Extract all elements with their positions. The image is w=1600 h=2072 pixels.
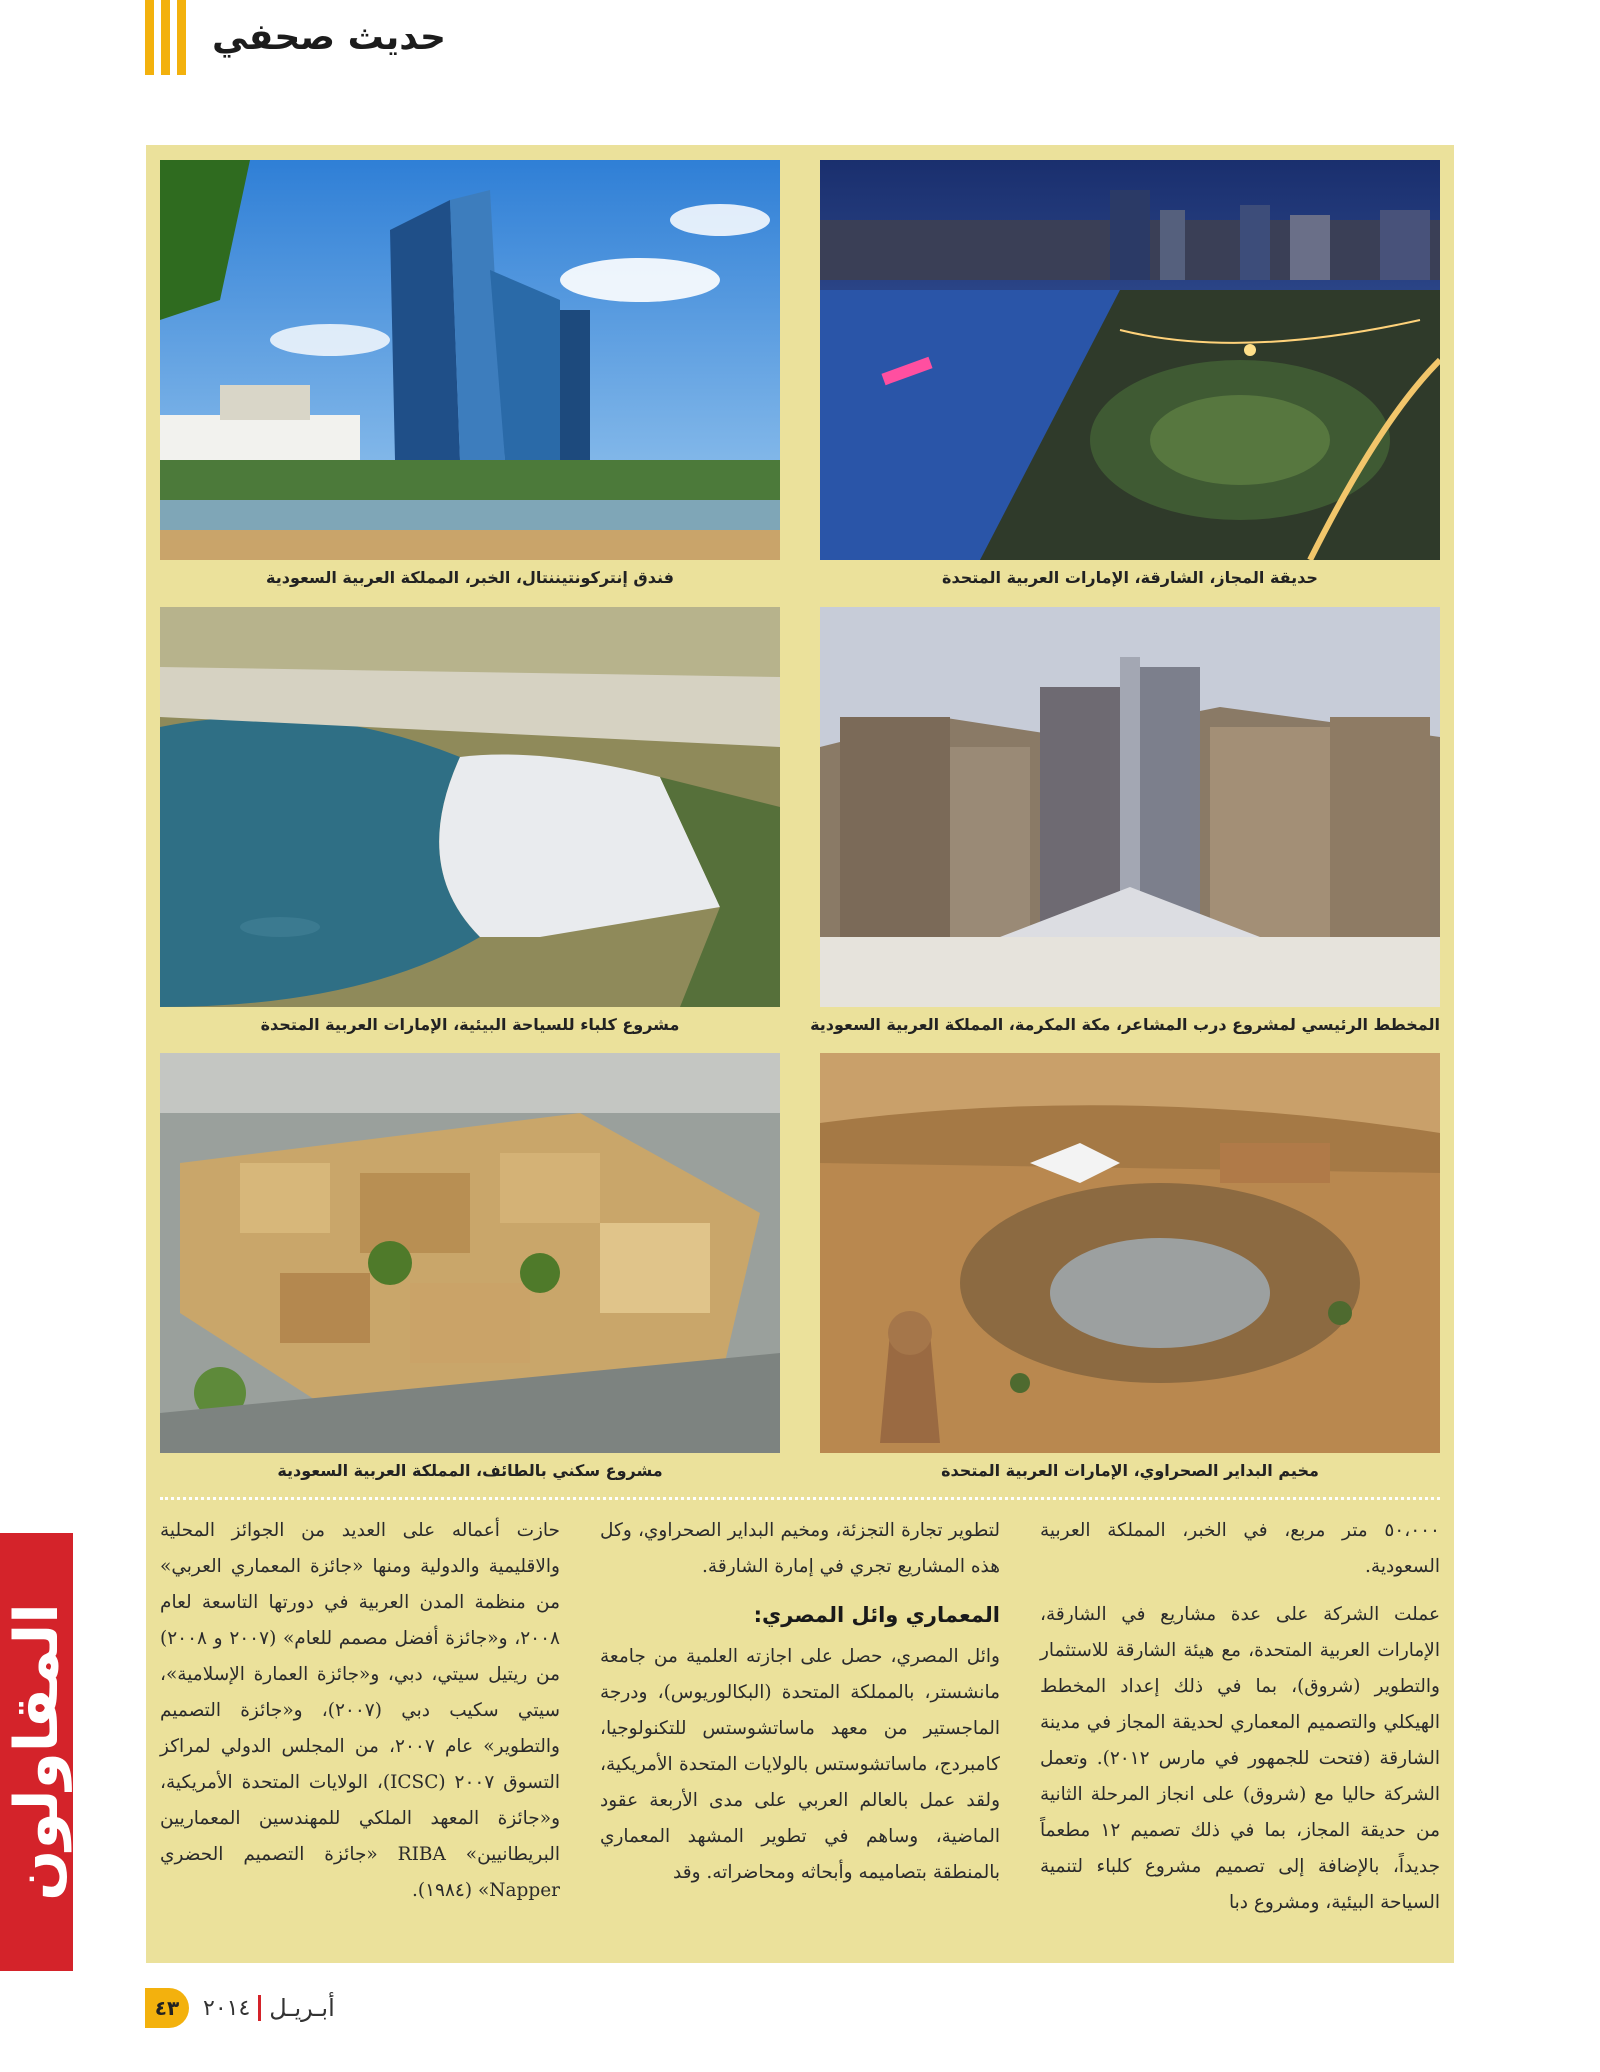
magazine-name: المقاولون	[1, 1603, 72, 1901]
photo-majaz-park	[820, 160, 1440, 560]
caption-al-badayer: مخيم البداير الصحراوي، الإمارات العربية المتحدة	[941, 1461, 1319, 1480]
caption-majaz-park: حديقة المجاز، الشارقة، الإمارات العربية المتحدة	[942, 568, 1318, 587]
section-title: حديث صحفي	[212, 17, 446, 58]
text-column-right	[1040, 1513, 1440, 1933]
issue-month: أبـريـل	[269, 1994, 335, 2022]
caption-darb-al-mashaer: المخطط الرئيسي لمشروع درب المشاعر، مكة المكرمة، المملكة العربية السعودية	[810, 1015, 1440, 1034]
dotted-divider	[160, 1497, 1440, 1500]
paragraph: ٥٠،٠٠٠ متر مربع، في الخبر، المملكة العربية السعودية.	[1040, 1520, 1440, 1577]
text-column-left	[160, 1513, 560, 1921]
page-number: ٤٣	[145, 1988, 189, 2028]
photo-al-badayer	[820, 1053, 1440, 1453]
paragraph: لتطوير تجارة التجزئة، ومخيم البداير الصحراوي، وكل هذه المشاريع تجري في إمارة الشارقة.	[600, 1520, 1000, 1577]
header-accent-bars	[145, 0, 186, 75]
photo-panel	[146, 145, 1454, 1963]
paragraph: وائل المصري، حصل على اجازته العلمية من جامعة مانشستر، بالمملكة المتحدة (البكالوريوس)، ودرجة الماجستير من معهد ماساتشوستس للتكنولوجيا، كامبردج، ماساتشوستس بالولايات المتحدة الأمريكية، ولقد عمل بالعالم العربي على مدى الأربعة عقود الماضية، وساهم في تطوير المشهد المعماري بالمنطقة بتصاميمه وأبحاثه ومحاضراته. وقد	[600, 1646, 1000, 1883]
text-column-middle	[600, 1513, 1000, 1903]
caption-taif-residential: مشروع سكني بالطائف، المملكة العربية السعودية	[277, 1461, 663, 1480]
architect-heading: المعماري وائل المصري:	[753, 1603, 1000, 1627]
photo-intercontinental	[160, 160, 780, 560]
paragraph: عملت الشركة على عدة مشاريع في الشارقة، الإمارات العربية المتحدة، مع هيئة الشارقة للاستثمار والتطوير (شروق)، بما في ذلك إعداد المخطط الهيكلي والتصميم المعماري لحديقة المجاز في مدينة الشارقة (فتحت للجمهور في مارس ٢٠١٢). وتعمل الشركة حاليا مع (شروق) على انجاز المرحلة الثانية من حديقة المجاز، بما في ذلك تصميم ١٢ مطعماً جديداً، بالإضافة إلى تصميم مشروع كلباء لتنمية السياحة البيئية، ومشروع دبا	[1040, 1604, 1440, 1913]
footer-separator	[258, 1995, 261, 2021]
issue-year: ٢٠١٤	[203, 1995, 251, 2021]
caption-kalba: مشروع كلباء للسياحة البيئية، الإمارات العربية المتحدة	[260, 1015, 680, 1034]
page-footer	[145, 1988, 335, 2028]
magazine-side-tab	[0, 1533, 73, 1971]
section-header	[145, 0, 446, 75]
caption-intercontinental: فندق إنتركونتيننتال، الخبر، المملكة العربية السعودية	[266, 568, 674, 587]
paragraph: حازت أعماله على العديد من الجوائز المحلية والاقليمية والدولية ومنها «جائزة المعماري العربي» من منظمة المدن العربية في دورتها التاسعة لعام ٢٠٠٨، و«جائزة أفضل مصمم للعام» (٢٠٠٧ و ٢٠٠٨) من ريتيل سيتي، دبي، و«جائزة العمارة الإسلامية»، سيتي سكيب دبي (٢٠٠٧)، و«جائزة التصميم والتطوير» عام ٢٠٠٧، من المجلس الدولي لمراكز التسوق ٢٠٠٧ (ICSC)، الولايات المتحدة الأمريكية، و«جائزة المعهد الملكي للمهندسين المعماريين البريطانيين» RIBA «جائزة التصميم الحضري Napper» (١٩٨٤).	[160, 1520, 561, 1901]
photo-kalba	[160, 607, 780, 1007]
photo-taif-residential	[160, 1053, 780, 1453]
photo-darb-al-mashaer	[820, 607, 1440, 1007]
